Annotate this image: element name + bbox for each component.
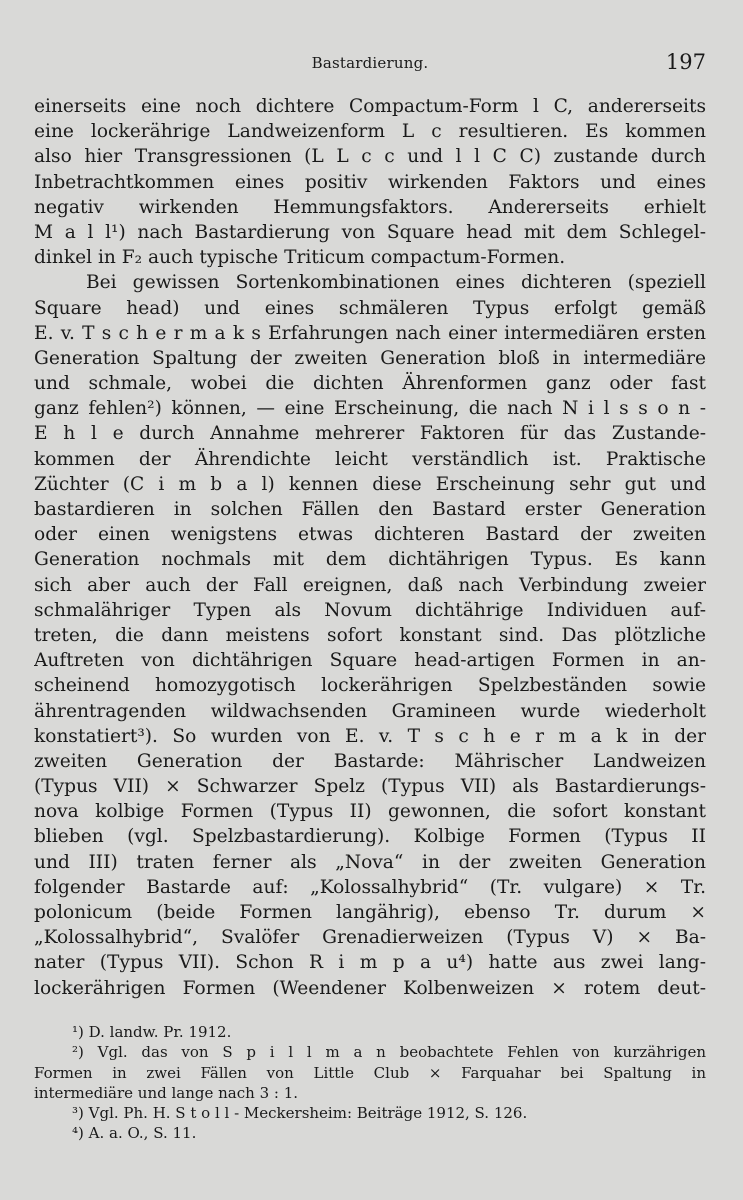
text-line: treten, die dann meistens sofort konstant sind. Das plötzliche — [34, 624, 706, 646]
footnote-line: ¹) D. landw. Pr. 1912. — [72, 1023, 232, 1041]
text-line: folgender Bastarde auf: „Kolossalhybrid“ (Tr. vulgare) × Tr. — [34, 876, 706, 898]
text-line: scheinend homozygotisch lockerährigen Spelzbeständen sowie — [34, 675, 706, 697]
text-line: und schmale, wobei die dichten Ährenformen ganz oder fast — [34, 373, 706, 395]
text-line: sich aber auch der Fall ereignen, daß nach Verbindung zweier — [34, 574, 706, 596]
footnote-line: ³) Vgl. Ph. H. S t o l l - Meckersheim: Beiträge 1912, S. 126. — [72, 1104, 528, 1123]
text-line: Generation Spaltung der zweiten Generation bloß in intermediäre — [34, 347, 706, 369]
text-line: nova kolbige Formen (Typus II) gewonnen, die sofort konstant — [34, 801, 706, 823]
text-line: Bei gewissen Sortenkombinationen eines dichteren (speziell — [86, 272, 706, 294]
text-line: dinkel in F₂ auch typische Triticum compactum-Formen. — [34, 247, 566, 269]
text-line: Auftreten von dichtährigen Square head-artigen Formen in an- — [34, 650, 706, 672]
text-line: Generation nochmals mit dem dichtährigen Typus. Es kann — [34, 549, 706, 571]
footnote-line: intermediäre und lange nach 3 : 1. — [34, 1083, 299, 1102]
page-header — [34, 50, 706, 80]
footnote-line: Formen in zwei Fällen von Little Club × Farquahar bei Spaltung in — [34, 1063, 706, 1082]
text-line: „Kolossalhybrid“, Svalöfer Grenadierweizen (Typus V) × Ba- — [34, 927, 706, 949]
text-line: eine lockerährige Landweizenform L c resultieren. Es kommen — [34, 121, 706, 143]
page-number: 197 — [665, 50, 706, 74]
text-line: lockerährigen Formen (Weendener Kolbenweizen × rotem deut- — [34, 977, 706, 999]
text-line: Square head) und eines schmäleren Typus erfolgt gemäß — [34, 297, 706, 319]
text-line: ganz fehlen²) können, — eine Erscheinung, die nach N i l s s o n - — [34, 398, 706, 420]
text-line: einerseits eine noch dichtere Compactum-Form l C, andererseits — [34, 96, 706, 117]
text-line: also hier Transgressionen (L L c c und l l C C) zustande durch — [34, 146, 706, 168]
running-title: Bastardierung. — [311, 54, 429, 72]
text-line: polonicum (beide Formen langährig), ebenso Tr. durum × — [34, 902, 706, 923]
text-line: zweiten Generation der Bastarde: Mährischer Landweizen — [34, 750, 706, 772]
text-line: und III) traten ferner als „Nova“ in der zweiten Generation — [34, 851, 706, 873]
text-line: M a l l¹) nach Bastardierung von Square head mit dem Schlegel- — [34, 221, 706, 243]
text-line: Inbetrachtkommen eines positiv wirkenden Faktors und eines — [34, 171, 706, 193]
footnotes — [34, 1022, 706, 1144]
text-line: ährentragenden wildwachsenden Gramineen wurde wiederholt — [34, 700, 706, 722]
text-line: (Typus VII) × Schwarzer Spelz (Typus VII) als Bastardierungs- — [34, 776, 706, 798]
text-line: E. v. T s c h e r m a k s Erfahrungen nach einer intermediären ersten — [34, 322, 706, 344]
footnote-line: ²) Vgl. das von S p i l l m a n beobachtete Fehlen von kurzährigen — [72, 1043, 706, 1062]
text-line: E h l e durch Annahme mehrerer Faktoren für das Zustande- — [34, 423, 706, 445]
text-line: konstatiert³). So wurden von E. v. T s c h e r m a k in der — [34, 725, 706, 747]
text-line: oder einen wenigstens etwas dichteren Bastard der zweiten — [34, 524, 706, 546]
body-text — [34, 94, 706, 1001]
text-line: blieben (vgl. Spelzbastardierung). Kolbige Formen (Typus II — [34, 826, 706, 848]
text-line: nater (Typus VII). Schon R i m p a u⁴) hatte aus zwei lang- — [34, 952, 706, 974]
text-line: kommen der Ährendichte leicht verständlich ist. Praktische — [34, 448, 706, 470]
text-line: bastardieren in solchen Fällen den Bastard erster Generation — [34, 499, 706, 520]
footnote-line: ⁴) A. a. O., S. 11. — [72, 1124, 197, 1143]
text-line: schmalähriger Typen als Novum dichtährige Individuen auf- — [34, 599, 706, 621]
text-line: Züchter (C i m b a l) kennen diese Erscheinung sehr gut und — [34, 473, 706, 495]
text-line: negativ wirkenden Hemmungsfaktors. Andererseits erhielt — [34, 196, 706, 218]
